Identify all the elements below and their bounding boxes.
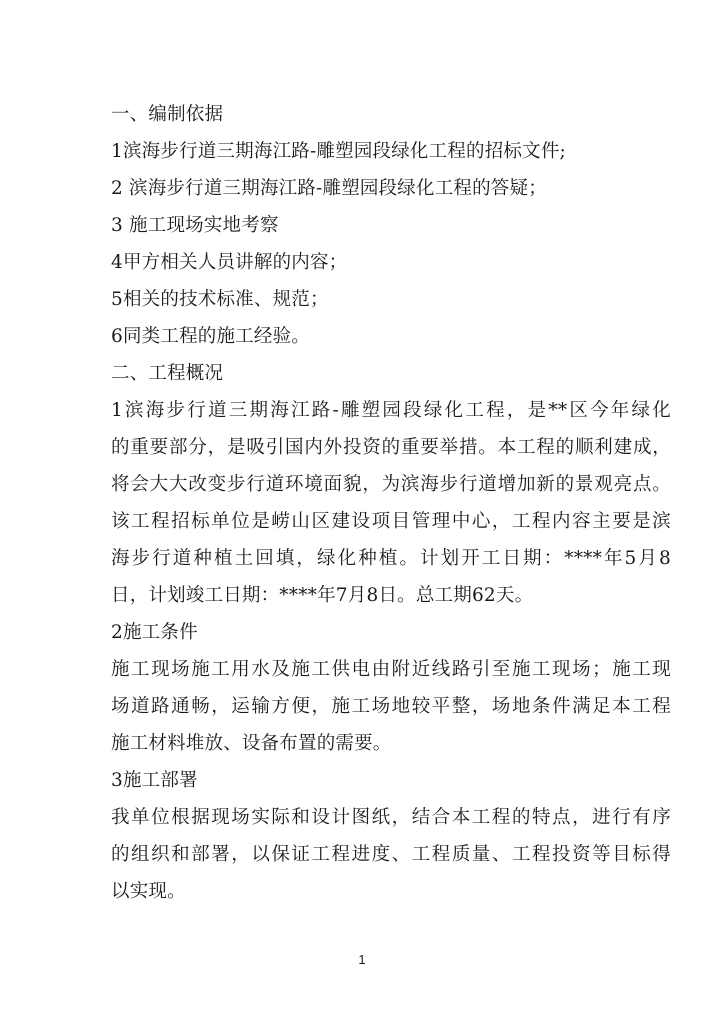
overview-paragraph-line: 海步行道种植土回填，绿化种植。计划开工日期：****年5月8 bbox=[111, 548, 671, 569]
subheading-deployment: 3施工部署 bbox=[111, 770, 198, 791]
deployment-paragraph-line: 我单位根据现场实际和设计图纸，结合本工程的特点，进行有序 bbox=[111, 807, 671, 828]
overview-paragraph-line: 该工程招标单位是崂山区建设项目管理中心，工程内容主要是滨 bbox=[111, 511, 671, 532]
basis-item-4: 4甲方相关人员讲解的内容； bbox=[111, 252, 348, 273]
conditions-paragraph-line: 施工现场施工用水及施工供电由附近线路引至施工现场；施工现 bbox=[111, 659, 671, 680]
deployment-paragraph-line: 以实现。 bbox=[111, 881, 186, 902]
basis-item-5: 5相关的技术标准、规范； bbox=[111, 289, 329, 310]
basis-item-1: 1滨海步行道三期海江路-雕塑园段绿化工程的招标文件; bbox=[111, 141, 566, 162]
basis-item-2: 2 滨海步行道三期海江路-雕塑园段绿化工程的答疑； bbox=[111, 178, 547, 199]
page-number: 1 bbox=[358, 952, 366, 967]
deployment-paragraph-line: 的组织和部署，以保证工程进度、工程质量、工程投资等目标得 bbox=[111, 844, 671, 865]
basis-item-6: 6同类工程的施工经验。 bbox=[111, 326, 310, 347]
overview-paragraph-line: 日，计划竣工日期：****年7月8日。总工期62天。 bbox=[111, 585, 534, 606]
overview-paragraph-line: 的重要部分，是吸引国内外投资的重要举措。本工程的顺利建成， bbox=[111, 437, 671, 458]
document-body bbox=[111, 96, 671, 910]
section-heading-basis: 一、编制依据 bbox=[111, 104, 224, 125]
conditions-paragraph-line: 场道路通畅，运输方便，施工场地较平整，场地条件满足本工程 bbox=[111, 696, 671, 717]
overview-paragraph-line: 将会大大改变步行道环境面貌，为滨海步行道增加新的景观亮点。 bbox=[111, 474, 671, 495]
subheading-conditions: 2施工条件 bbox=[111, 622, 198, 643]
section-heading-overview: 二、工程概况 bbox=[111, 363, 224, 384]
basis-item-3: 3 施工现场实地考察 bbox=[111, 215, 279, 236]
conditions-paragraph-line: 施工材料堆放、设备布置的需要。 bbox=[111, 733, 392, 754]
overview-paragraph-line: 1滨海步行道三期海江路-雕塑园段绿化工程，是**区今年绿化 bbox=[111, 400, 671, 421]
